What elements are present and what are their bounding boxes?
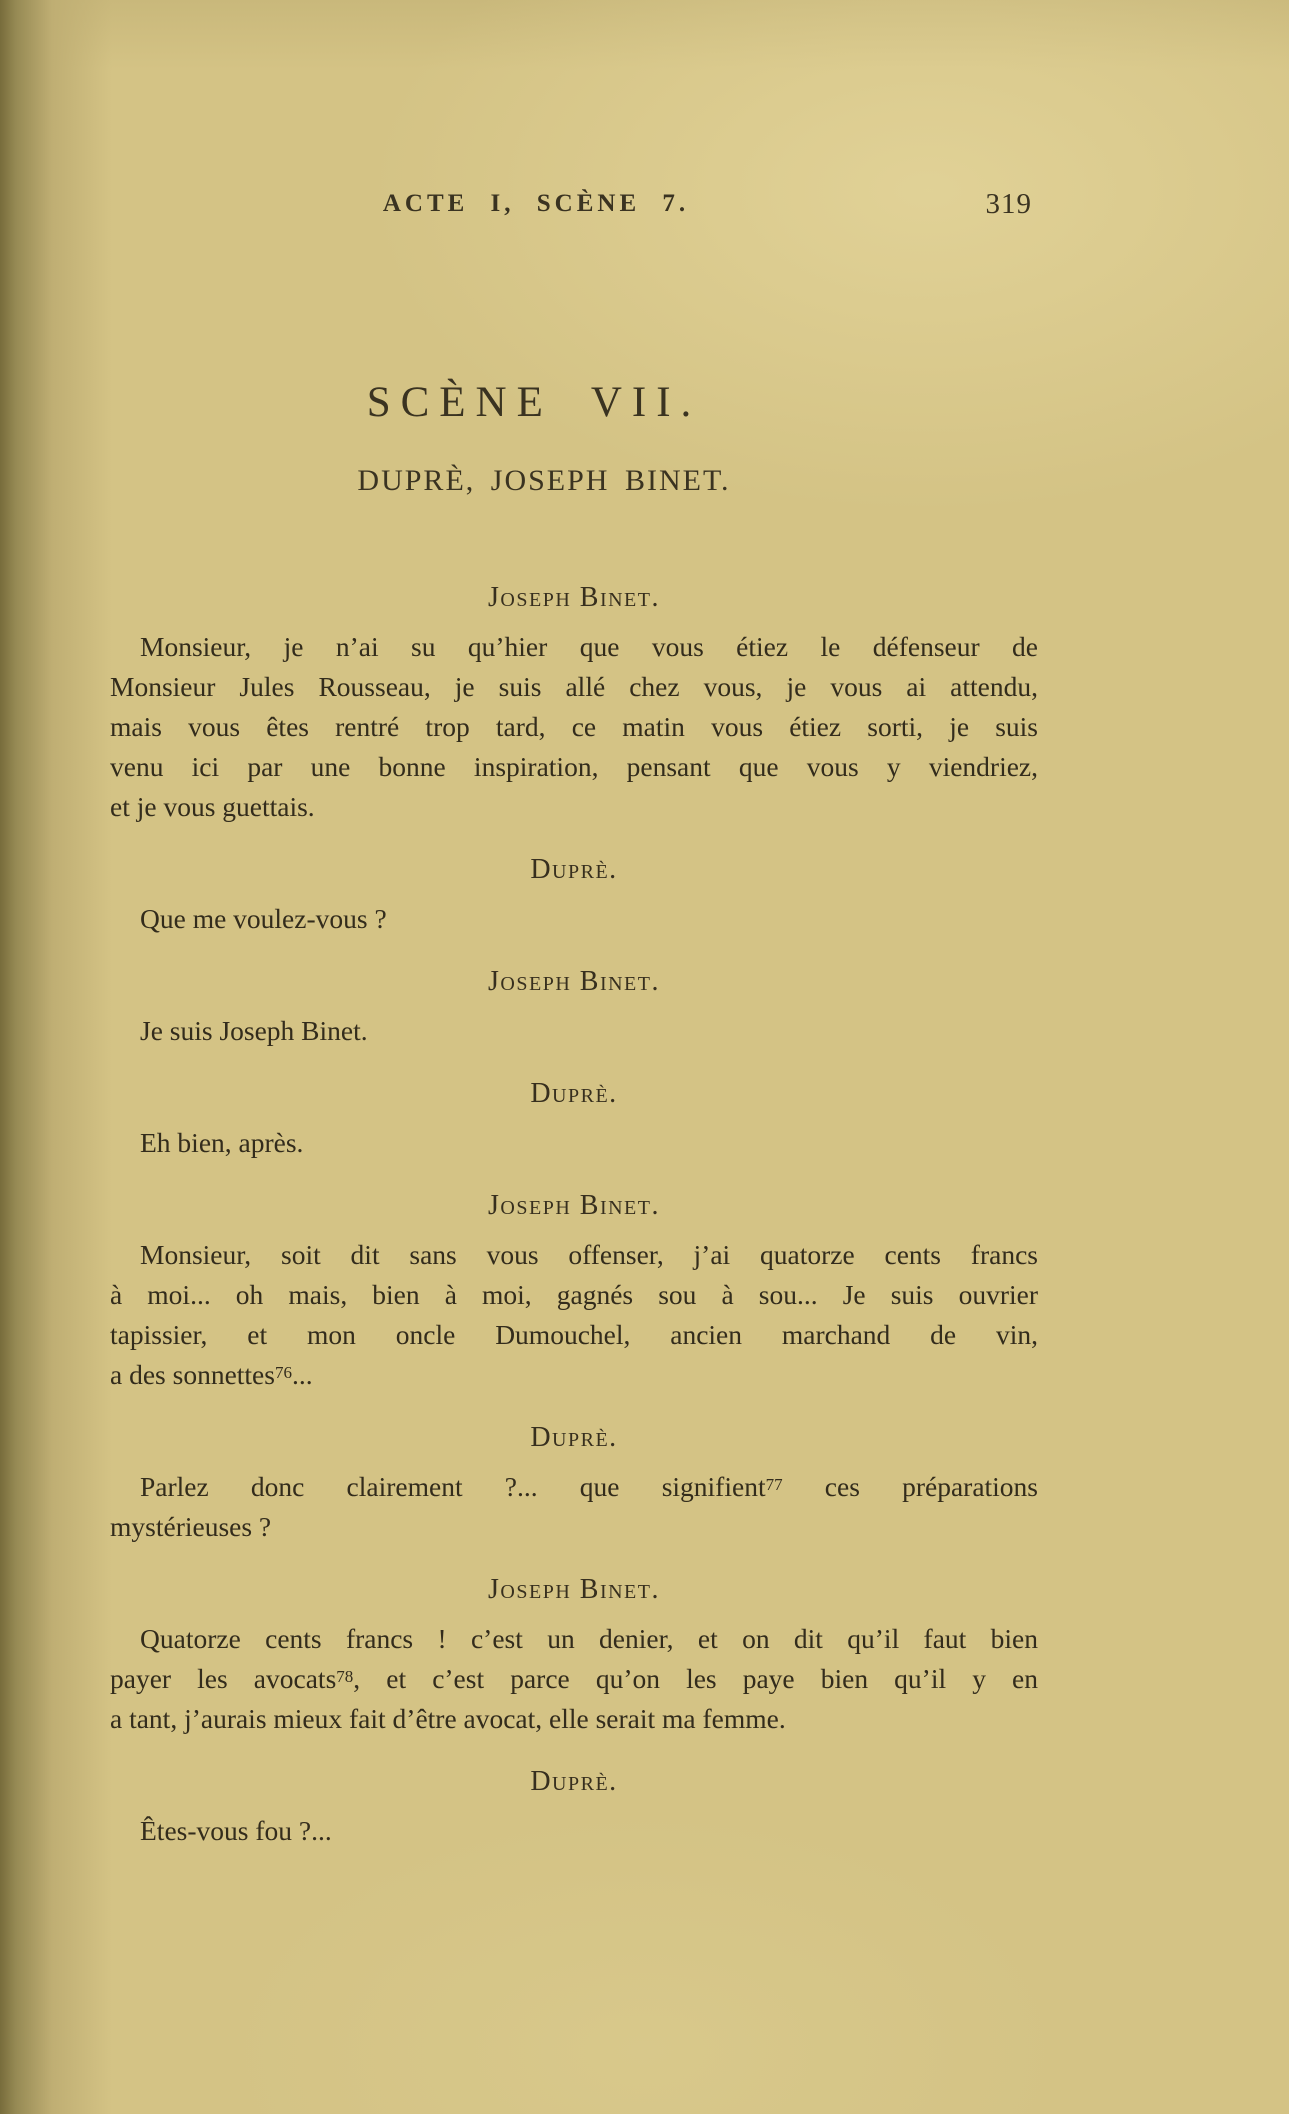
speaker-heading: Duprè.: [530, 1422, 618, 1453]
speech-line: Quatorze cents francs ! c’est un denier, et on dit qu’il faut bien: [140, 1623, 1038, 1654]
speech-line: mais vous êtes rentré trop tard, ce matin vous étiez sorti, je suis: [110, 711, 1038, 742]
speech-line: tapissier, et mon oncle Dumouchel, ancien marchand de vin,: [110, 1319, 1038, 1350]
speech-line: et je vous guettais.: [110, 791, 315, 822]
speech: [110, 1811, 1038, 1851]
speaker-heading: Joseph Binet.: [488, 1574, 660, 1605]
speech: [110, 1011, 1038, 1051]
speech-line: Monsieur, je n’ai su qu’hier que vous étiez le défenseur de: [140, 631, 1038, 662]
speech-line: Êtes-vous fou ?...: [140, 1815, 332, 1846]
speech-line: mystérieuses ?: [110, 1511, 272, 1542]
running-header-title: ACTE I, SCÈNE 7.: [382, 190, 690, 217]
speech: [110, 627, 1038, 827]
speech-line: Monsieur, soit dit sans vous offenser, j’ai quatorze cents francs: [140, 1239, 1038, 1270]
speech-line: venu ici par une bonne inspiration, pensant que vous y viendriez,: [110, 751, 1038, 782]
speech: [110, 899, 1038, 939]
page-number: 319: [985, 188, 1032, 220]
speech-line: à moi... oh mais, bien à moi, gagnés sou à sou... Je suis ouvrier: [110, 1279, 1038, 1310]
scene-characters-list: DUPRÈ, JOSEPH BINET.: [357, 464, 731, 497]
running-header: [110, 190, 1038, 224]
speaker-heading: Duprè.: [530, 854, 618, 885]
speech-line: Monsieur Jules Rousseau, je suis allé chez vous, je vous ai attendu,: [110, 671, 1038, 702]
speech-line: a tant, j’aurais mieux fait d’être avocat, elle serait ma femme.: [110, 1703, 786, 1734]
speech: [110, 1123, 1038, 1163]
speech: [110, 1619, 1038, 1739]
speaker-heading: Joseph Binet.: [488, 1190, 660, 1221]
speaker-heading: Duprè.: [530, 1078, 618, 1109]
scene-title: SCÈNE VII.: [366, 379, 702, 426]
speech-line: payer les avocats$^{78}$, et c’est parce qu’on les paye bien qu’il y en: [110, 1663, 1038, 1694]
speaker-heading: Joseph Binet.: [488, 582, 660, 613]
dialogue: [110, 555, 1038, 1851]
speaker-heading: Duprè.: [530, 1766, 618, 1797]
speech: [110, 1467, 1038, 1547]
speaker-heading: Joseph Binet.: [488, 966, 660, 997]
speech: [110, 1235, 1038, 1395]
speech-line: Que me voulez-vous ?: [140, 903, 387, 934]
speech-line: Parlez donc clairement ?... que signifient$^{77}$ ces préparations: [140, 1471, 1039, 1502]
speech-line: Je suis Joseph Binet.: [140, 1015, 368, 1046]
speech-line: Eh bien, après.: [140, 1127, 304, 1158]
speech-line: a des sonnettes$^{76}$...: [110, 1359, 313, 1390]
